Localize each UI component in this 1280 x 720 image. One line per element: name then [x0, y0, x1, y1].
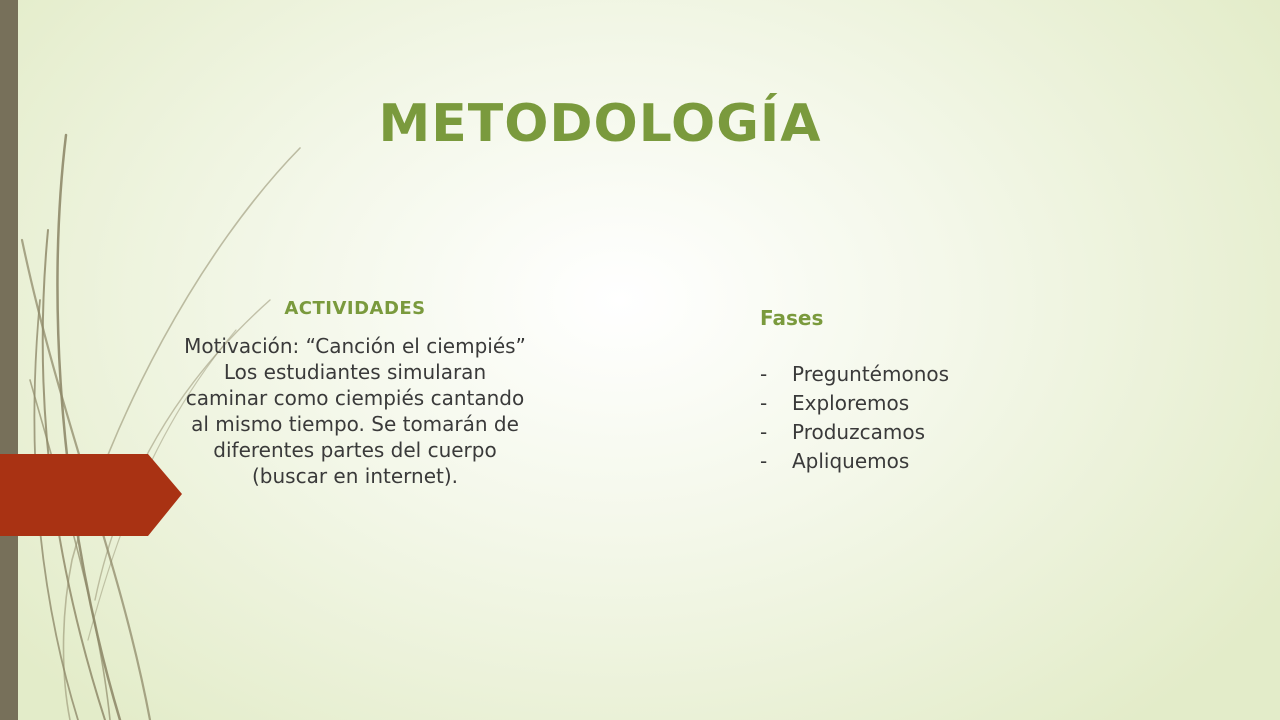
- bullet-dash: -: [760, 449, 768, 473]
- activities-description: Motivación: “Canción el ciempiés” Los estudiantes simularan caminar como ciempiés cantando al mismo tiempo. Se tomarán de diferentes partes del cuerpo (buscar en internet).: [184, 334, 526, 488]
- phases-heading: Fases: [760, 306, 824, 330]
- list-item: [760, 360, 1140, 389]
- bullet-dash: -: [760, 362, 768, 386]
- activities-heading: ACTIVIDADES: [284, 298, 426, 319]
- phase-label: Apliquemos: [792, 449, 910, 473]
- accent-tab: [0, 454, 182, 536]
- phase-label: Produzcamos: [792, 420, 925, 444]
- phases-section: [760, 306, 1140, 476]
- phase-label: Exploremos: [792, 391, 910, 415]
- bullet-dash: -: [760, 420, 768, 444]
- left-border-bar: [0, 0, 18, 720]
- list-item: [760, 418, 1140, 447]
- slide-title: METODOLOGÍA: [378, 94, 822, 154]
- list-item: [760, 389, 1140, 418]
- phase-label: Preguntémonos: [792, 362, 950, 386]
- list-item: [760, 447, 1140, 476]
- phases-list: [760, 360, 1140, 476]
- bullet-dash: -: [760, 391, 768, 415]
- activities-section: [180, 298, 530, 489]
